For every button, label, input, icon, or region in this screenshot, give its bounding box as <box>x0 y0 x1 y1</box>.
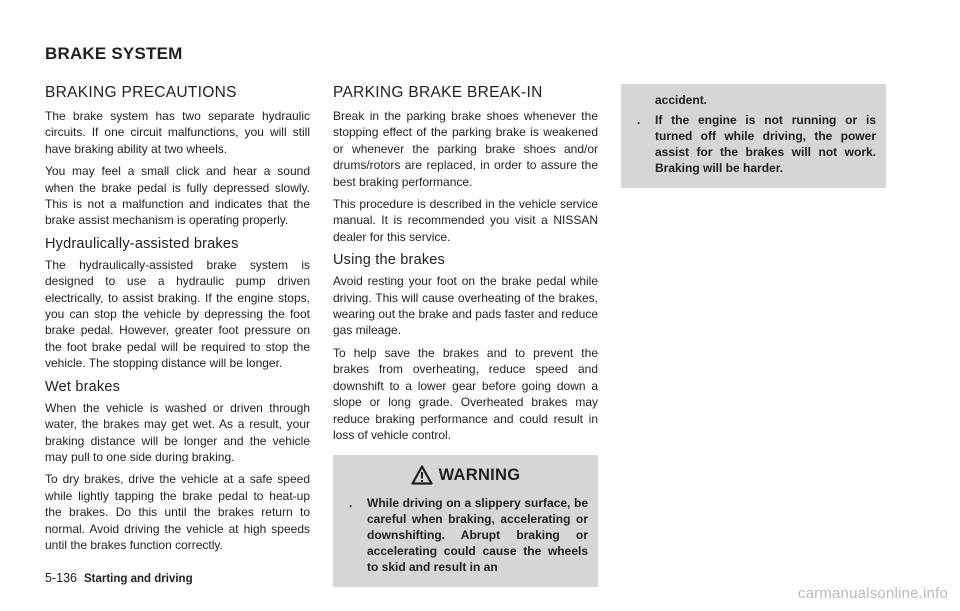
paragraph: You may feel a small click and hear a sound when the brake pedal is fully depressed slowly. This is not a malfunction and indicates that the brake assist mechanism is operating properly. <box>45 164 310 228</box>
paragraph: The hydraulically-assisted brake system is designed to use a hydraulic pump driven electrically, to assist braking. If the engine stops, you can stop the vehicle by depressing the foot brake pedal. However, greater foot pressure on the foot brake pedal will be required to stop the vehicle. The stopping distance will be longer. <box>45 257 310 371</box>
column-left <box>45 84 310 559</box>
bullet: . <box>637 113 641 127</box>
warning-item <box>631 112 876 176</box>
warning-item-text: While driving on a slippery surface, be careful when braking, accelerating or downshifting. Abrupt braking or accelerating could cause the wheels to skid and result in an <box>367 496 588 575</box>
watermark: carmanualsonline.info <box>797 585 948 602</box>
warning-item-text: If the engine is not running or is turned off while driving, the power assist for the brakes will not work. Braking will be harder. <box>655 113 876 175</box>
paragraph: This procedure is described in the vehicle service manual. It is recommended you visit a NISSAN dealer for this service. <box>333 197 598 244</box>
bullet: . <box>349 496 353 511</box>
heading-using-the-brakes: Using the brakes <box>333 252 446 269</box>
heading-wet-brakes: Wet brakes <box>45 378 121 395</box>
paragraph: Break in the parking brake shoes whenever the stopping effect of the parking brake is weakened or whenever the parking brake shoes and/or drums/rotors are replaced, in order to assure the best braking performance. <box>333 109 598 189</box>
warning-item-text: accident. <box>655 93 708 107</box>
column-right <box>621 84 886 188</box>
warning-item <box>343 495 588 575</box>
footer-section-name: Starting and driving <box>83 573 193 585</box>
warning-triangle-icon <box>411 465 433 485</box>
heading-parking-brake-break-in: PARKING BRAKE BREAK-IN <box>333 84 543 101</box>
warning-title: WARNING <box>438 465 521 484</box>
warning-box-continued <box>621 84 886 188</box>
column-middle <box>333 84 598 587</box>
paragraph: When the vehicle is washed or driven through water, the brakes may get wet. As a result, your braking distance will be longer and the vehicle may pull to one side during braking. <box>45 400 310 464</box>
page-title: BRAKE SYSTEM <box>45 44 183 63</box>
warning-list <box>631 92 876 176</box>
heading-hydraulically-assisted-brakes: Hydraulically-assisted brakes <box>45 235 239 252</box>
warning-header <box>343 465 588 485</box>
warning-item-continued <box>631 92 876 108</box>
warning-list <box>343 495 588 575</box>
paragraph: To help save the brakes and to prevent the brakes from overheating, reduce speed and downshift to a lower gear before going down a slope or long grade. Overheated brakes may reduce braking performance and could result in loss of vehicle control. <box>333 345 598 442</box>
page-footer <box>45 571 193 585</box>
warning-box <box>333 455 598 587</box>
paragraph: Avoid resting your foot on the brake pedal while driving. This will cause overheating of the brakes, wearing out the brake and pads faster and reduce gas mileage. <box>333 274 598 338</box>
paragraph: The brake system has two separate hydraulic circuits. If one circuit malfunctions, you will still have braking ability at two wheels. <box>45 109 310 156</box>
paragraph: To dry brakes, drive the vehicle at a safe speed while lightly tapping the brake pedal to heat-up the brakes. Do this until the brakes return to normal. Avoid driving the vehicle at high speeds until the brakes function correctly. <box>45 472 310 552</box>
page-number: 5-136 <box>45 571 77 585</box>
heading-braking-precautions: BRAKING PRECAUTIONS <box>45 84 237 101</box>
